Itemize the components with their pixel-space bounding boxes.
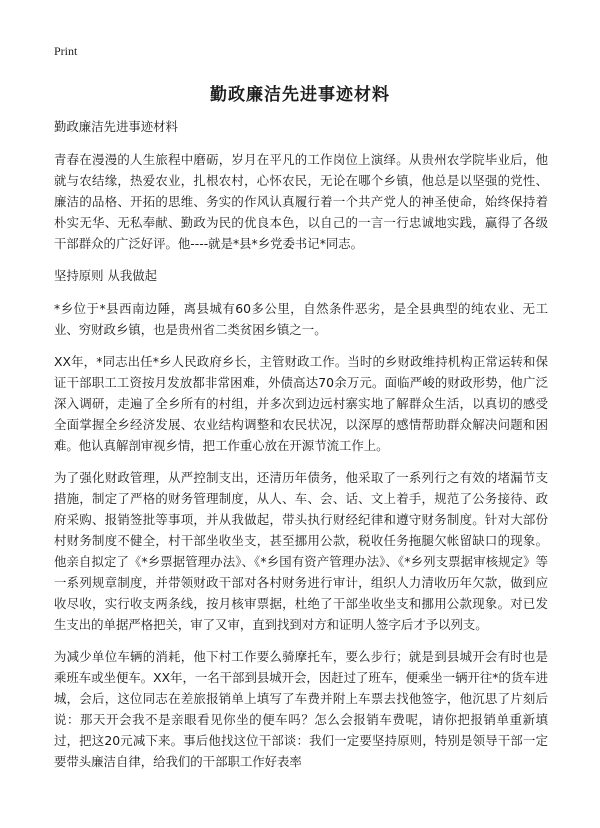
paragraph-management: 为了强化财政管理，从严控制支出，还清历年债务，他采取了一系列行之有效的堵漏节支措施，制定了严格的财务管理制度，从人、车、会、话、文上着手，规范了公务接待、政府采购、报销签批等事项，并从我做起，带头执行财经纪律和遵守财务制度。针对大部份村财务制度不健全，村干部坐收坐支，甚至挪用公款，税收任务拖腿欠帐留缺口的现象。他亲自拟定了《*乡票据管理办法》、《*乡国有资产管理办法》、《*乡列支票据审核规定》等一系列规章制度，并带领财政干部对各村财务进行审计，组织人力清收历年欠款，做到应收尽收，实行收支两条线，按月核审票据，杜绝了干部坐收坐支和挪用公款现象。对已发生支出的单据严格把关，审了又审，直到找到对方和证明人签字后才予以列支。 <box>54 470 548 632</box>
paragraph-finance: XX年，*同志出任*乡人民政府乡长，主管财政工作。当时的乡财政维持机构正常运转和保证干部职工工资按月发放都非常困难，外债高达70余万元。面临严峻的财政形势，他广泛深入调研，走遍了全乡所有的村组，并多次到边远村寨实地了解群众生活，以真切的感受全面掌握全乡经济发展、农业结构调整和农民状况，以深厚的感情帮助群众解决问题和困难。他认真解剖审视乡情，把工作重心放在开源节流工作上。 <box>54 354 548 453</box>
document-body <box>54 116 548 783</box>
print-link[interactable]: Print <box>54 44 78 58</box>
paragraph-location: *乡位于*县西南边陲，离县城有60多公里，自然条件恶劣，是全县典型的纯农业、无工业、穷财政乡镇，也是贵州省二类贫困乡镇之一。 <box>54 301 548 337</box>
section-heading: 坚持原则 从我做起 <box>54 268 158 283</box>
paragraph-vehicles: 为减少单位车辆的消耗，他下村工作要么骑摩托车，要么步行；就是到县城开会有时也是乘班车或坐便车。XX年，一名干部到县城开会，因赶过了班车，便乘坐一辆开往*的货车进城，会后，这位同志在差旅报销单上填写了车费并附上车票去找他签字，他沉思了片刻后说：那天开会我不是亲眼看见你坐的便车吗？怎么会报销车费呢，请你把报销单重新填过，把这20元减下来。事后他找这位干部谈：我们一定要坚持原则，特别是领导干部一定要带头廉洁自律，给我们的干部职工作好表率 <box>54 649 549 769</box>
paragraph-intro: 青春在漫漫的人生旅程中磨砺，岁月在平凡的工作岗位上演绎。从贵州农学院毕业后，他就与农结缘，热爱农业，扎根农村，心怀农民，无论在哪个乡镇，他总是以坚强的党性、廉洁的品格、开拓的思维、务实的作风认真履行着一个共产党人的神圣使命，始终保持着朴实无华、无私奉献、勤政为民的优良本色，以自己的一言一行忠诚地实践，赢得了各级干部群众的广泛好评。他----就是*县*乡党委书记*同志。 <box>54 152 548 251</box>
subtitle: 勤政廉洁先进事迹材料 <box>54 119 178 134</box>
document-title: 勤政廉洁先进事迹材料 <box>210 85 390 105</box>
